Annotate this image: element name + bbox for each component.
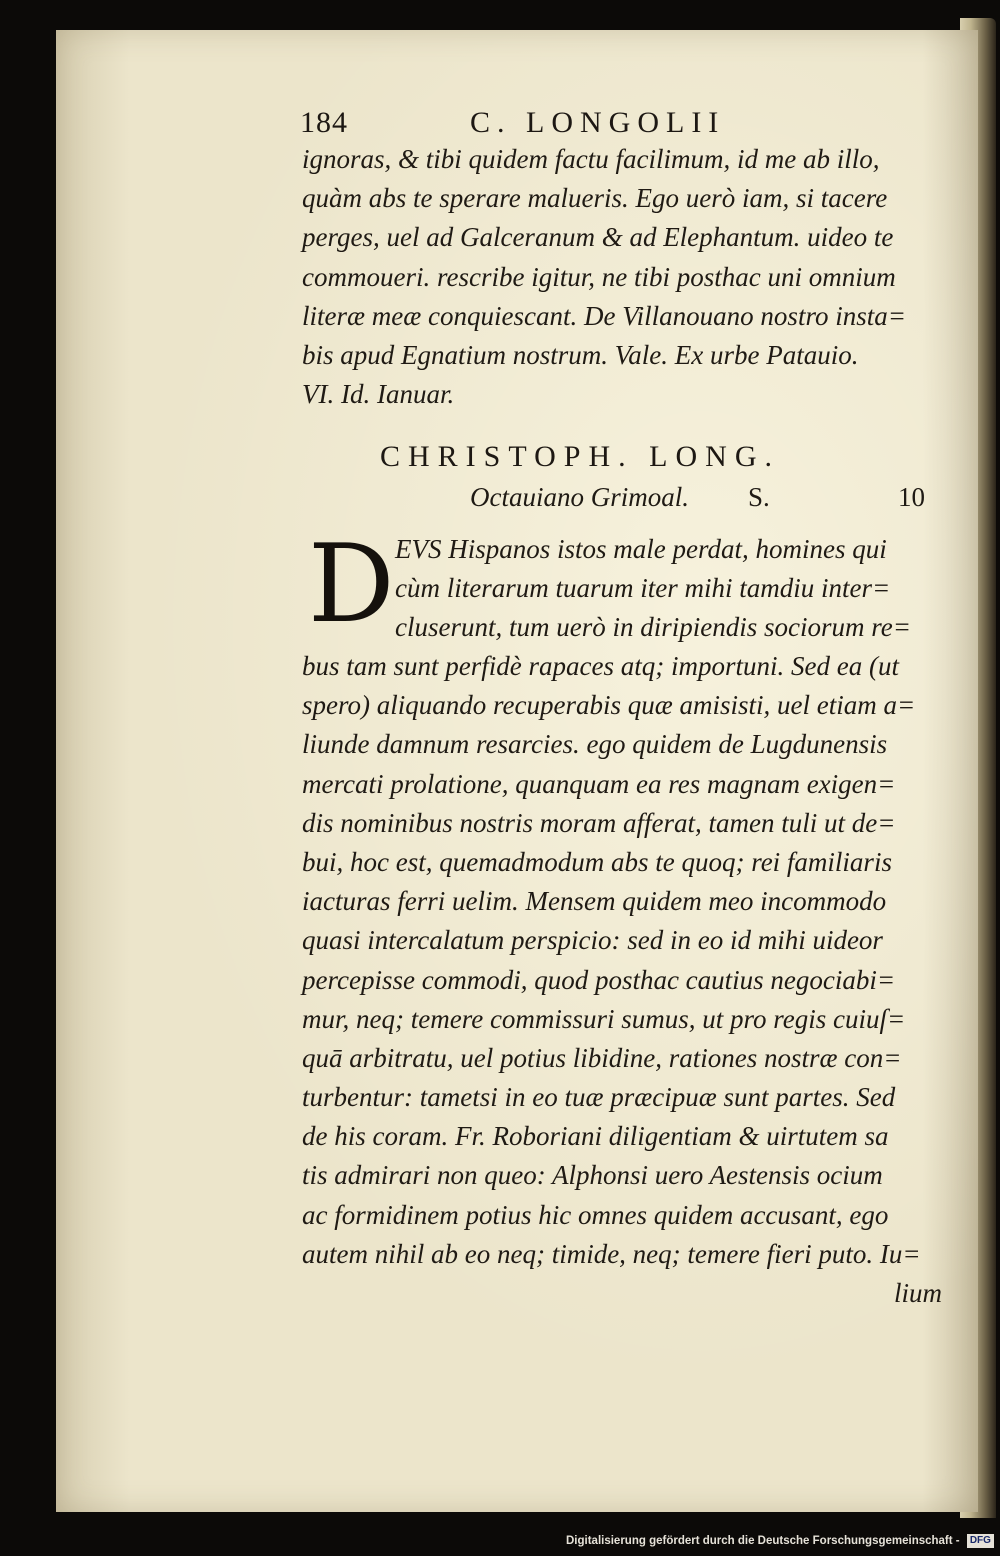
text-line: bui, hoc est, quemadmodum abs te quoq; rei familiaris (302, 846, 892, 877)
text-line: turbentur: tametsi in eo tuæ præcipuæ sunt partes. Sed (302, 1082, 896, 1113)
text-line: bus tam sunt perfidè rapaces atq; importuni. Sed ea (ut (302, 651, 899, 681)
text-block-beside-dropcap (395, 530, 955, 648)
text-line: quā arbitratu, uel potius libidine, rationes nostræ con= (302, 1042, 902, 1073)
page-number: 184 (300, 106, 348, 139)
text-line: mercati prolatione, quanquam ea res magnam exigen= (302, 768, 896, 799)
text-line: de his coram. Fr. Roboriani diligentiam & uirtutem sa (302, 1121, 889, 1152)
text-line: quasi intercalatum perspicio: sed in eo id mihi uideor (302, 925, 883, 956)
text-line: liunde damnum resarcies. ego quidem de Lugdunensis (302, 729, 888, 760)
text-line: quàm abs te sperare malueris. Ego uerò iam, si tacere (302, 183, 888, 214)
letter-heading: CHRISTOPH. LONG. (380, 440, 780, 473)
text-line: cluserunt, tum uerò in diripiendis sociorum re= (395, 612, 911, 643)
catchword: lium (893, 1278, 942, 1308)
text-line: dis nominibus nostris moram afferat, tamen tuli ut de= (302, 807, 896, 838)
running-head: C. LONGOLII (470, 106, 726, 139)
text-line: VI. Id. Ianuar. (302, 379, 455, 410)
text-block-letter-body (302, 647, 952, 1313)
text-line: bis apud Egnatium nostrum. Vale. Ex urbe Patauio. (302, 339, 859, 370)
text-line: ac formidinem potius hic omnes quidem accusant, ego (302, 1199, 889, 1230)
text-line: tis admirari non queo: Alphonsi uero Aestensis ocium (302, 1160, 883, 1191)
text-line: spero) aliquando recuperabis quæ amisisti, uel etiam a= (302, 690, 916, 721)
dfg-logo-icon: DFG (967, 1534, 994, 1548)
text-line: autem nihil ab eo neq; timide, neq; temere fieri puto. Iu= (302, 1238, 921, 1269)
text-line: ignoras, & tibi quidem factu facilimum, id me ab illo, (302, 144, 880, 174)
letter-addressee: Octauiano Grimoal. (470, 482, 689, 512)
text-line: commoueri. rescribe igitur, ne tibi posthac uni omnium (302, 261, 896, 292)
digitization-footer (566, 1534, 996, 1554)
text-line: iacturas ferri uelim. Mensem quidem meo incommodo (302, 886, 887, 917)
text-block-previous-letter (302, 140, 952, 414)
letter-salutation: S. (748, 482, 770, 512)
text-line: percepisse commodi, quod posthac cautius negociabi= (302, 964, 896, 995)
text-line: perges, uel ad Galceranum & ad Elephantum. uideo te (302, 222, 894, 253)
text-line: EVS Hispanos istos male perdat, homines qui (395, 534, 887, 564)
footer-text: Digitalisierung gefördert durch die Deutsche Forschungsgemeinschaft - (566, 1535, 960, 1548)
letter-number: 10 (898, 482, 925, 512)
drop-cap: D (308, 522, 395, 647)
text-line: cùm literarum tuarum iter mihi tamdiu inter= (395, 573, 891, 604)
text-line: mur, neq; temere commissuri sumus, ut pro regis cuiuſ= (302, 1003, 906, 1034)
text-line: literæ meæ conquiescant. De Villanouano nostro insta= (302, 300, 906, 331)
